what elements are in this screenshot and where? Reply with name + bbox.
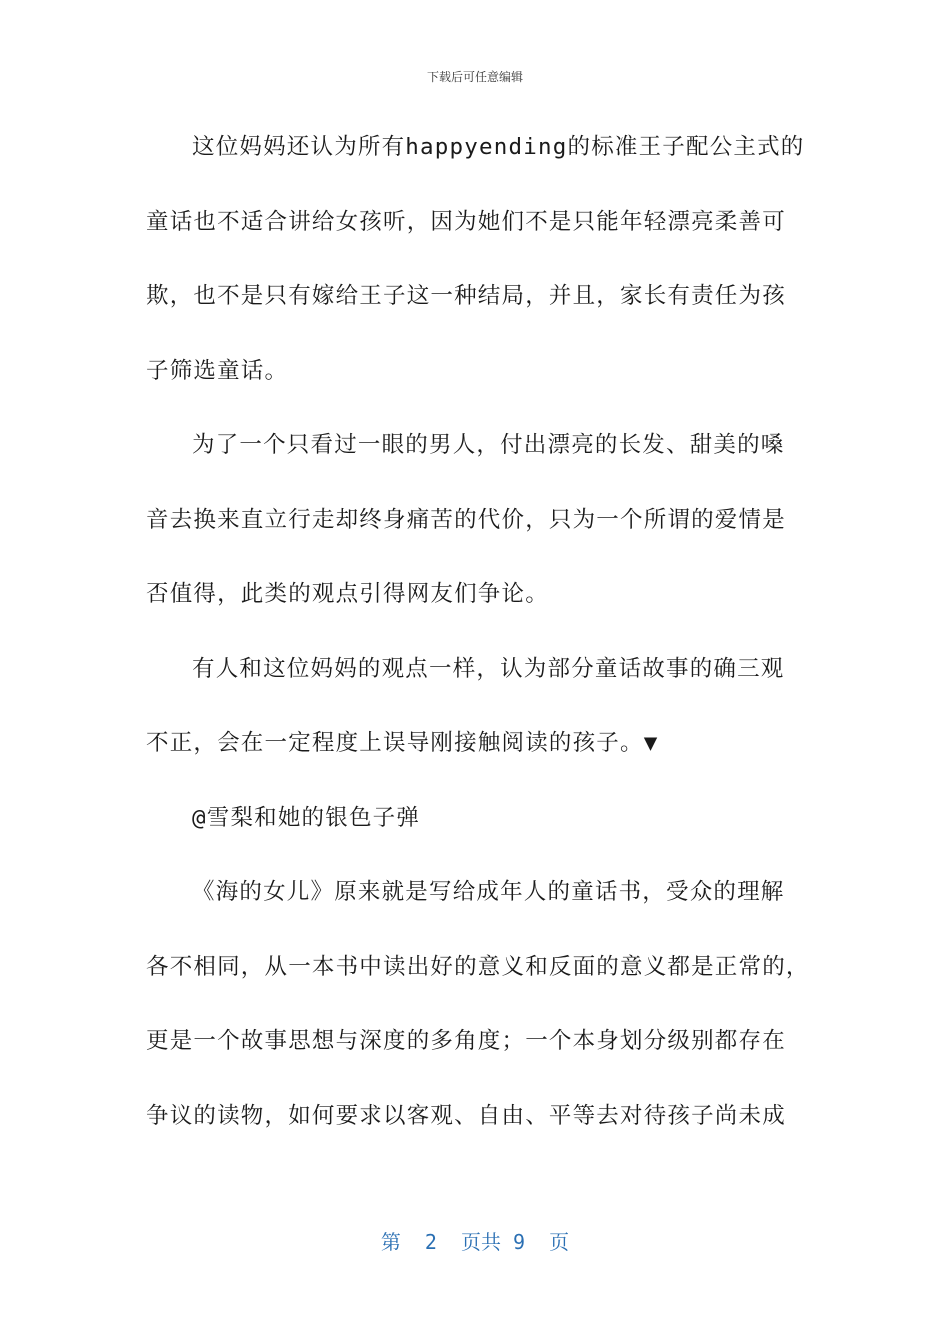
- paragraph-line: 童话也不适合讲给女孩听，因为她们不是只能年轻漂亮柔善可: [146, 208, 786, 235]
- paragraph-line: 欺，也不是只有嫁给王子这一种结局，并且，家长有责任为孩: [146, 283, 786, 309]
- paragraph-line: 有人和这位妈妈的观点一样，认为部分童话故事的确三观: [192, 655, 785, 682]
- paragraph-line: 各不相同，从一本书中读出好的意义和反面的意义都是正常的，: [146, 953, 810, 980]
- paragraph-line: 这位妈妈还认为所有happyending的标准王子配公主式的: [192, 134, 805, 160]
- body-text: [146, 122, 810, 1165]
- paragraph-line: 争议的读物，如何要求以客观、自由、平等去对待孩子尚未成: [146, 1102, 786, 1129]
- paragraph-line: @雪梨和她的银色子弹: [192, 804, 421, 831]
- paragraph-line: 为了一个只看过一眼的男人，付出漂亮的长发、甜美的嗓: [192, 432, 785, 458]
- paragraph-line: 音去换来直立行走却终身痛苦的代价，只为一个所谓的爱情是: [146, 506, 786, 533]
- paragraph-line: 不正，会在一定程度上误导刚接触阅读的孩子。▼: [146, 730, 659, 756]
- paragraph-line: 《海的女儿》原来就是写给成年人的童话书，受众的理解: [192, 879, 785, 905]
- paragraph-line: 子筛选童话。: [146, 357, 289, 384]
- page-number-footer: 第 2 页共 9 页: [380, 1230, 570, 1254]
- paragraph-line: 否值得，此类的观点引得网友们争论。: [146, 581, 549, 607]
- paragraph-line: 更是一个故事思想与深度的多角度；一个本身划分级别都存在: [146, 1028, 786, 1054]
- header-note: 下载后可任意编辑: [426, 70, 523, 84]
